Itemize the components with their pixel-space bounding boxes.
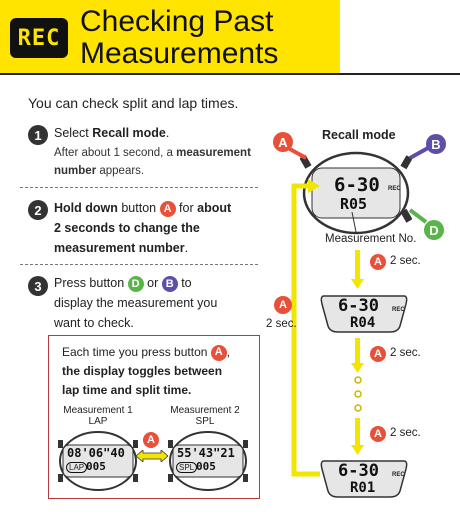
r01-date-display: 6-30 [338,461,379,481]
button-a-icon: A [143,432,159,448]
button-d-icon: D [424,220,444,240]
ellipsis-dots [352,376,364,416]
step-3-text: Press button D or B to display the measurement you want to check. [54,276,218,330]
callout-a-arrow [288,146,310,160]
interval-label-1: 2 sec. [390,255,421,267]
down-arrow-shaft-3 [355,418,360,446]
title-line-2: Measurements [80,37,279,70]
step-3-number: 3 [28,276,48,296]
divider-1 [20,187,258,188]
header-slant [300,0,340,73]
m2-time-display: 55'43"21 [177,446,235,460]
measurement-1-label: Measurement 1 LAP [63,405,133,427]
loop-interval-label: 2 sec. [266,318,297,330]
button-a-icon: A [160,201,176,217]
callout-d-arrow [408,208,430,224]
step-1-sub: After about 1 second, a measurement number appears. [54,147,251,177]
divider-2 [20,264,258,265]
recall-date-display: 6-30 [334,174,380,196]
r01-number-display: R01 [350,480,376,496]
measurement-no-label: Measurement No. [325,233,417,245]
header-rule [0,73,460,75]
button-b-icon: B [162,276,178,292]
recall-mode-label: Recall mode [322,128,396,142]
toggle-note-text: Each time you press button A , the display toggles between lap time and split time. [62,345,231,397]
down-arrow-head-1 [351,279,364,289]
toggle-arrow-icon [136,450,168,462]
r01-rec-tag: REC [392,472,405,478]
page-title [80,6,278,70]
m2-number-display: 005 [196,460,216,473]
rec-badge-label: REC [17,25,61,51]
down-arrow-shaft-1 [355,250,360,280]
recall-number-display: R05 [340,195,368,213]
interval-label-2: 2 sec. [390,347,421,359]
down-arrow-head-2 [351,363,364,373]
down-arrow-head-3 [351,445,364,455]
step-1-number: 1 [28,125,48,145]
r04-number-display: R04 [350,315,376,331]
measurement-no-pointer [350,212,360,234]
button-b-icon: B [426,134,446,154]
callout-b-arrow [408,146,430,160]
button-a-icon: A [370,254,386,270]
button-d-icon: D [128,276,144,292]
m1-time-display: 08'06"40 [67,446,125,460]
step-2-text: Hold down button A for about 2 seconds to change the measurement number. [54,201,232,255]
button-a-icon: A [211,345,227,361]
r04-date-display: 6-30 [338,296,379,316]
button-a-icon: A [274,296,292,314]
interval-label-3: 2 sec. [390,427,421,439]
step-2-number: 2 [28,200,48,220]
down-arrow-shaft-2 [355,338,360,364]
title-line-1: Checking Past [80,5,274,38]
recall-rec-tag: REC [388,186,401,192]
m1-number-display: 005 [86,460,106,473]
r04-rec-tag: REC [392,307,405,313]
m1-lap-tag: LAP [66,462,87,473]
step-1-text: Select Recall mode. [54,126,170,140]
measurement-2-label: Measurement 2 SPL [170,405,240,427]
button-a-icon: A [370,346,386,362]
button-a-icon: A [273,132,293,152]
rec-badge [10,18,68,58]
intro-text: You can check split and lap times. [28,95,239,111]
button-a-icon: A [370,426,386,442]
m2-spl-tag: SPL [176,462,197,473]
